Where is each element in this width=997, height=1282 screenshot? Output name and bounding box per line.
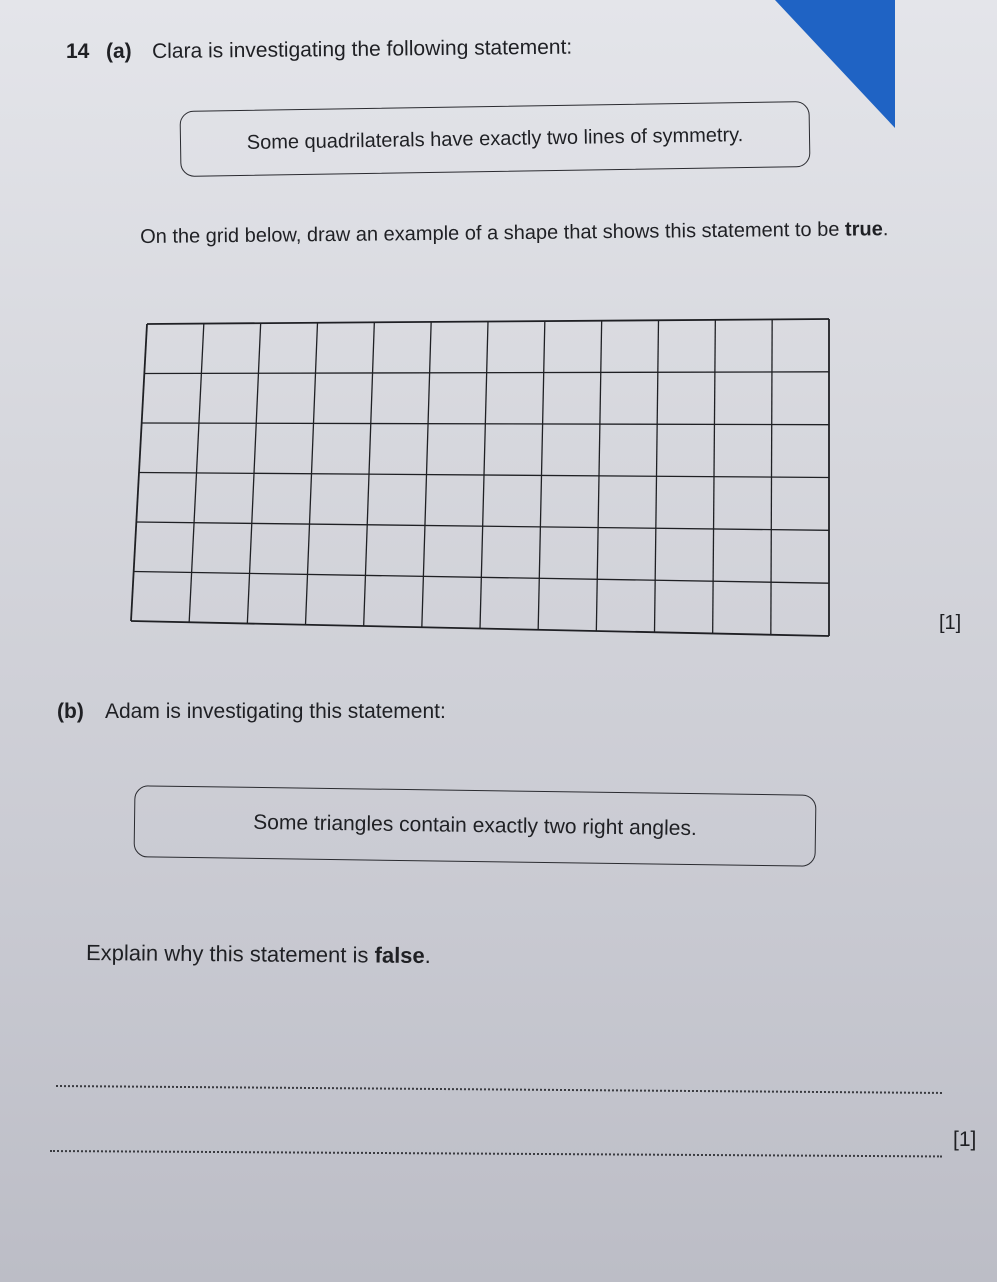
part-b-intro: Adam is investigating this statement:: [105, 700, 446, 723]
part-a-label: (a): [106, 40, 132, 63]
instruction-b-prefix: Explain why this statement is: [85, 940, 375, 968]
instruction-a-prefix: On the grid below, draw an example of a shape that shows this statement to be: [140, 218, 846, 248]
statement-box-b: [134, 785, 817, 867]
marks-a: [1]: [939, 612, 962, 634]
part-b-label: (b): [57, 700, 84, 723]
instruction-b-suffix: .: [424, 942, 431, 969]
part-a-intro: Clara is investigating the following statement:: [151, 35, 573, 63]
marks-b: [1]: [953, 1128, 977, 1151]
grid-line-horizontal: [144, 372, 829, 374]
instruction-a-bold: true: [844, 218, 883, 241]
part-b-instruction: [86, 940, 431, 969]
grid-line-horizontal: [142, 423, 829, 425]
question-number: 14: [66, 40, 90, 63]
statement-b-text: Some triangles contain exactly two right angles.: [253, 810, 697, 841]
statement-a-text: Some quadrilaterals have exactly two lines of symmetry.: [246, 123, 744, 154]
instruction-b-bold: false: [374, 942, 425, 968]
instruction-a-suffix: .: [882, 218, 889, 241]
